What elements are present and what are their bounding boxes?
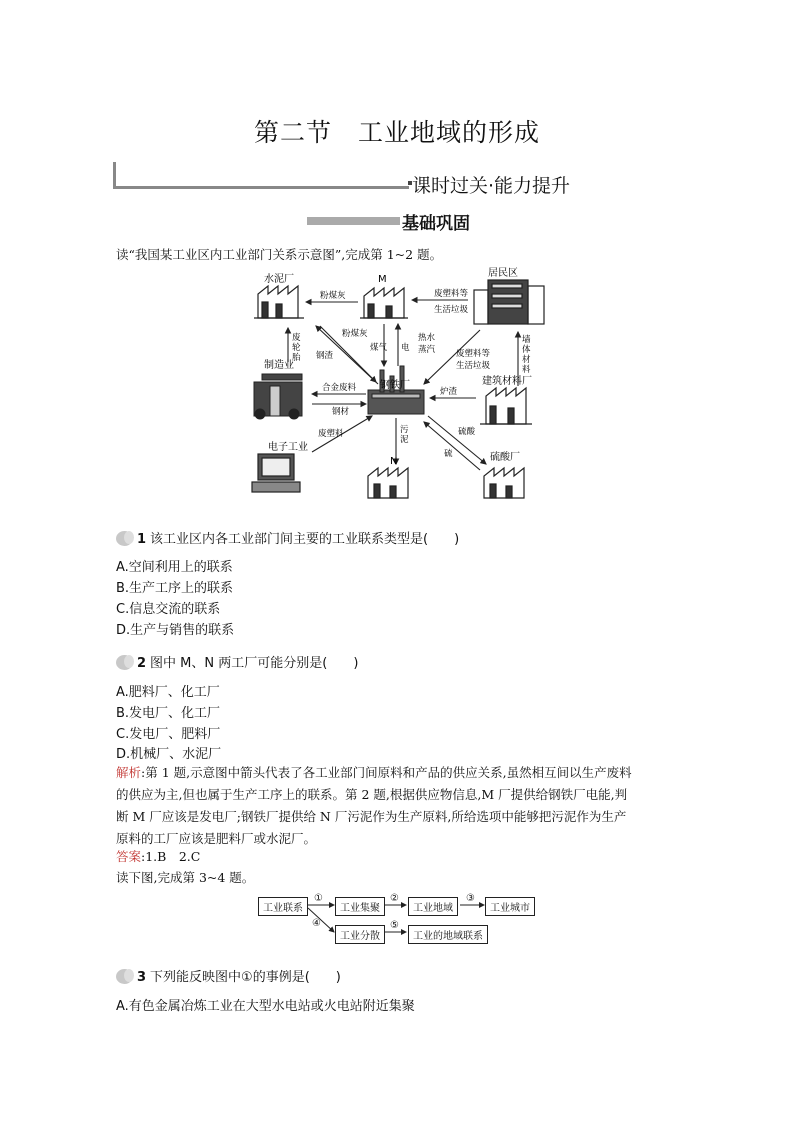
intro-text-1: 读“我国某工业区内工业部门关系示意图”,完成第 1~2 题。 [116, 247, 443, 262]
m-factory-icon [360, 288, 408, 318]
edge-sulfur: 硫 [444, 449, 453, 459]
node-m: M [378, 274, 387, 285]
edge-waste-tire-1: 废 [292, 333, 301, 343]
q1-option-c[interactable]: C.信息交流的联系 [116, 602, 221, 617]
edge-sludge-1: 污 [400, 425, 409, 435]
flow-box-dispersion: 工业分散 [335, 925, 385, 944]
explanation-label: 解析 [116, 765, 142, 780]
sulfuric-acid-factory-icon [484, 468, 524, 498]
question-bubble-icon [116, 655, 133, 670]
explanation [116, 762, 678, 850]
edge-flyash-mid: 粉煤灰 [342, 329, 368, 339]
flow-num-4: ④ [312, 918, 321, 929]
edge-hot-water-2: 蒸汽 [418, 345, 436, 355]
edge-flyash-top: 粉煤灰 [320, 291, 346, 301]
page-title: 第二节 工业地域的形成 [253, 118, 540, 147]
section-heading: 基础巩固 [402, 214, 470, 234]
explanation-line: :第 1 题,示意图中箭头代表了各工业部门间原料和产品的供应关系,虽然相互间以生产废料 [141, 765, 632, 780]
explanation-line: 断 M 厂应该是发电厂;钢铁厂提供给 N 厂污泥作为生产原料,所给选项中能够把污泥作为生产 [116, 809, 627, 824]
flow-box-regional-link: 工业的地域联系 [408, 925, 488, 944]
q2-option-d[interactable]: D.机械厂、水泥厂 [116, 747, 222, 762]
building-material-factory-icon [480, 388, 532, 424]
question-number: 1 [137, 532, 147, 547]
explanation-line: 原料的工厂应该是肥料厂或水泥厂。 [116, 831, 317, 846]
edge-alloy: 合金废料 [322, 383, 357, 393]
subtitle-decoration [113, 162, 653, 198]
flow-box-industrial-link: 工业联系 [258, 897, 308, 916]
edge-sludge-2: 泥 [400, 435, 409, 445]
section-bar [307, 217, 400, 225]
edge-waste-plastic-low: 废塑料 [318, 429, 344, 439]
explanation-line: 的供应为主,但也属于生产工序上的联系。第 2 题,根据供应物信息,M 厂提供给钢铁厂电能,判 [116, 787, 628, 802]
node-manufacturing: 制造业 [264, 360, 294, 371]
question-bubble-icon [116, 969, 133, 984]
edge-furnace-slag: 炉渣 [440, 387, 458, 397]
edge-gas: 煤气 [370, 343, 388, 353]
cement-factory-icon [254, 286, 304, 318]
intro-text-2: 读下图,完成第 3~4 题。 [116, 870, 255, 885]
flow-box-industrial-region: 工业地域 [408, 897, 458, 916]
edge-electricity: 电 [401, 343, 410, 353]
node-sulfuric: 硫酸厂 [490, 452, 520, 463]
q2-option-b[interactable]: B.发电厂、化工厂 [116, 706, 221, 721]
electronics-computer-icon [252, 454, 300, 492]
edge-steel-mat: 钢材 [332, 407, 350, 417]
flow-num-5: ⑤ [390, 920, 399, 931]
edge-waste-plastic-mid: 废塑料等 [456, 349, 491, 359]
question-number: 3 [137, 970, 147, 985]
question-2 [116, 652, 358, 671]
answer-label: 答案 [116, 849, 142, 864]
question-1 [116, 528, 459, 547]
node-steel: 钢铁厂 [380, 380, 410, 391]
edge-wall-3: 材 [522, 355, 531, 365]
edge-waste-plastic-top: 废塑料等 [434, 289, 469, 299]
q1-option-b[interactable]: B.生产工序上的联系 [116, 581, 234, 596]
edge-waste-tire-2: 轮 [292, 343, 301, 353]
node-cement: 水泥厂 [264, 274, 294, 285]
edge-living-garbage-top: 生活垃圾 [434, 305, 469, 315]
edge-wall-2: 体 [522, 345, 531, 355]
q2-option-a[interactable]: A.肥料厂、化工厂 [116, 685, 220, 700]
flow-box-agglomeration: 工业集聚 [335, 897, 385, 916]
question-bubble-icon [116, 531, 133, 546]
question-text: 该工业区内各工业部门间主要的工业联系类型是( ) [150, 532, 460, 547]
q1-option-a[interactable]: A.空间利用上的联系 [116, 560, 233, 575]
q2-option-c[interactable]: C.发电厂、肥料厂 [116, 727, 221, 742]
node-n: N [390, 456, 398, 467]
flow-box-industrial-city: 工业城市 [485, 897, 535, 916]
residential-building-icon [474, 280, 544, 324]
edge-living-garbage-mid: 生活垃圾 [456, 361, 491, 371]
edge-steel-slag: 钢渣 [316, 351, 334, 361]
question-text: 图中 M、N 两工厂可能分别是( ) [150, 656, 359, 671]
flow-num-2: ② [390, 893, 399, 904]
edge-wall-4: 料 [522, 365, 531, 375]
node-residential: 居民区 [488, 268, 518, 279]
node-electronics: 电子工业 [268, 442, 308, 453]
flow-diagram [256, 894, 546, 946]
question-text: 下列能反映图中①的事例是( ) [150, 970, 341, 985]
subtitle: 课时过关·能力提升 [412, 175, 571, 197]
q3-option-a[interactable]: A.有色金属冶炼工业在大型水电站或火电站附近集聚 [116, 999, 415, 1014]
edge-wall-1: 墙 [522, 335, 531, 345]
q1-option-d[interactable]: D.生产与销售的联系 [116, 623, 235, 638]
edge-hot-water-1: 热水 [418, 333, 436, 343]
answer [116, 846, 678, 868]
question-number: 2 [137, 656, 147, 671]
edge-sulfuric-acid: 硫酸 [458, 427, 476, 437]
manufacturing-icon [254, 374, 302, 419]
industry-relation-diagram [240, 266, 560, 504]
flow-num-1: ① [314, 893, 323, 904]
flow-num-3: ③ [466, 893, 475, 904]
edge-waste-tire-3: 胎 [292, 353, 301, 363]
n-factory-icon [368, 468, 408, 498]
node-building: 建筑材料厂 [482, 376, 532, 387]
answer-text: :1.B 2.C [141, 849, 201, 864]
question-3 [116, 966, 341, 985]
